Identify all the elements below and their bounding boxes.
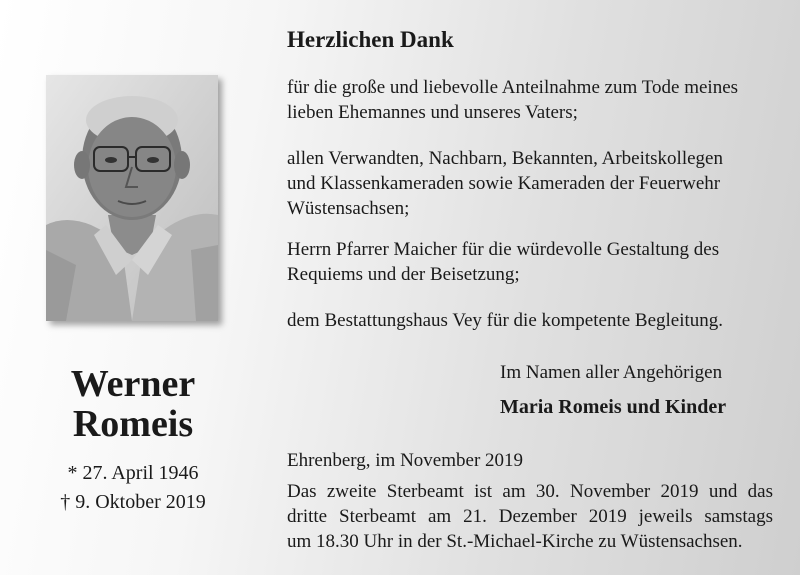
text-line: Herrn Pfarrer Maicher für die würdevolle Gestaltung des [287, 239, 720, 260]
place-date: Ehrenberg, im November 2019 [287, 450, 524, 471]
text-line: Wüstensachsen; [287, 198, 410, 219]
thanks-paragraph [287, 308, 773, 333]
thanks-paragraph [287, 75, 773, 125]
text-line: Das zweite Sterbeamt ist am 30. November 2019 und das [287, 481, 773, 502]
signature-names: Maria Romeis und Kinder [500, 396, 727, 418]
thanks-heading: Herzlichen Dank [287, 27, 454, 52]
thanks-paragraph [287, 237, 773, 287]
thanks-paragraph [287, 146, 773, 221]
signature-intro: Im Namen aller Angehörigen [500, 362, 723, 383]
deceased-last-name: Romeis [72, 403, 194, 445]
text-line: für die große und liebevolle Anteilnahme zum Tode meines [287, 77, 739, 98]
service-notice [287, 479, 773, 554]
portrait-photo [46, 75, 218, 321]
text-line: um 18.30 Uhr in der St.-Michael-Kirche zu Wüstensachsen. [287, 531, 743, 552]
death-date: † 9. Oktober 2019 [60, 491, 206, 513]
text-line: dem Bestattungshaus Vey für die kompetente Begleitung. [287, 310, 724, 331]
deceased-first-name: Werner [70, 363, 196, 405]
birth-date: * 27. April 1946 [67, 462, 199, 484]
portrait-image [46, 75, 218, 321]
text-line: dritte Sterbeamt am 21. Dezember 2019 jeweils samstags [287, 506, 773, 527]
text-line: lieben Ehemannes und unseres Vaters; [287, 102, 578, 123]
text-line: allen Verwandten, Nachbarn, Bekannten, Arbeitskollegen [287, 148, 723, 169]
text-line: Requiems und der Beisetzung; [287, 264, 520, 285]
text-line: und Klassenkameraden sowie Kameraden der Feuerwehr [287, 173, 721, 194]
